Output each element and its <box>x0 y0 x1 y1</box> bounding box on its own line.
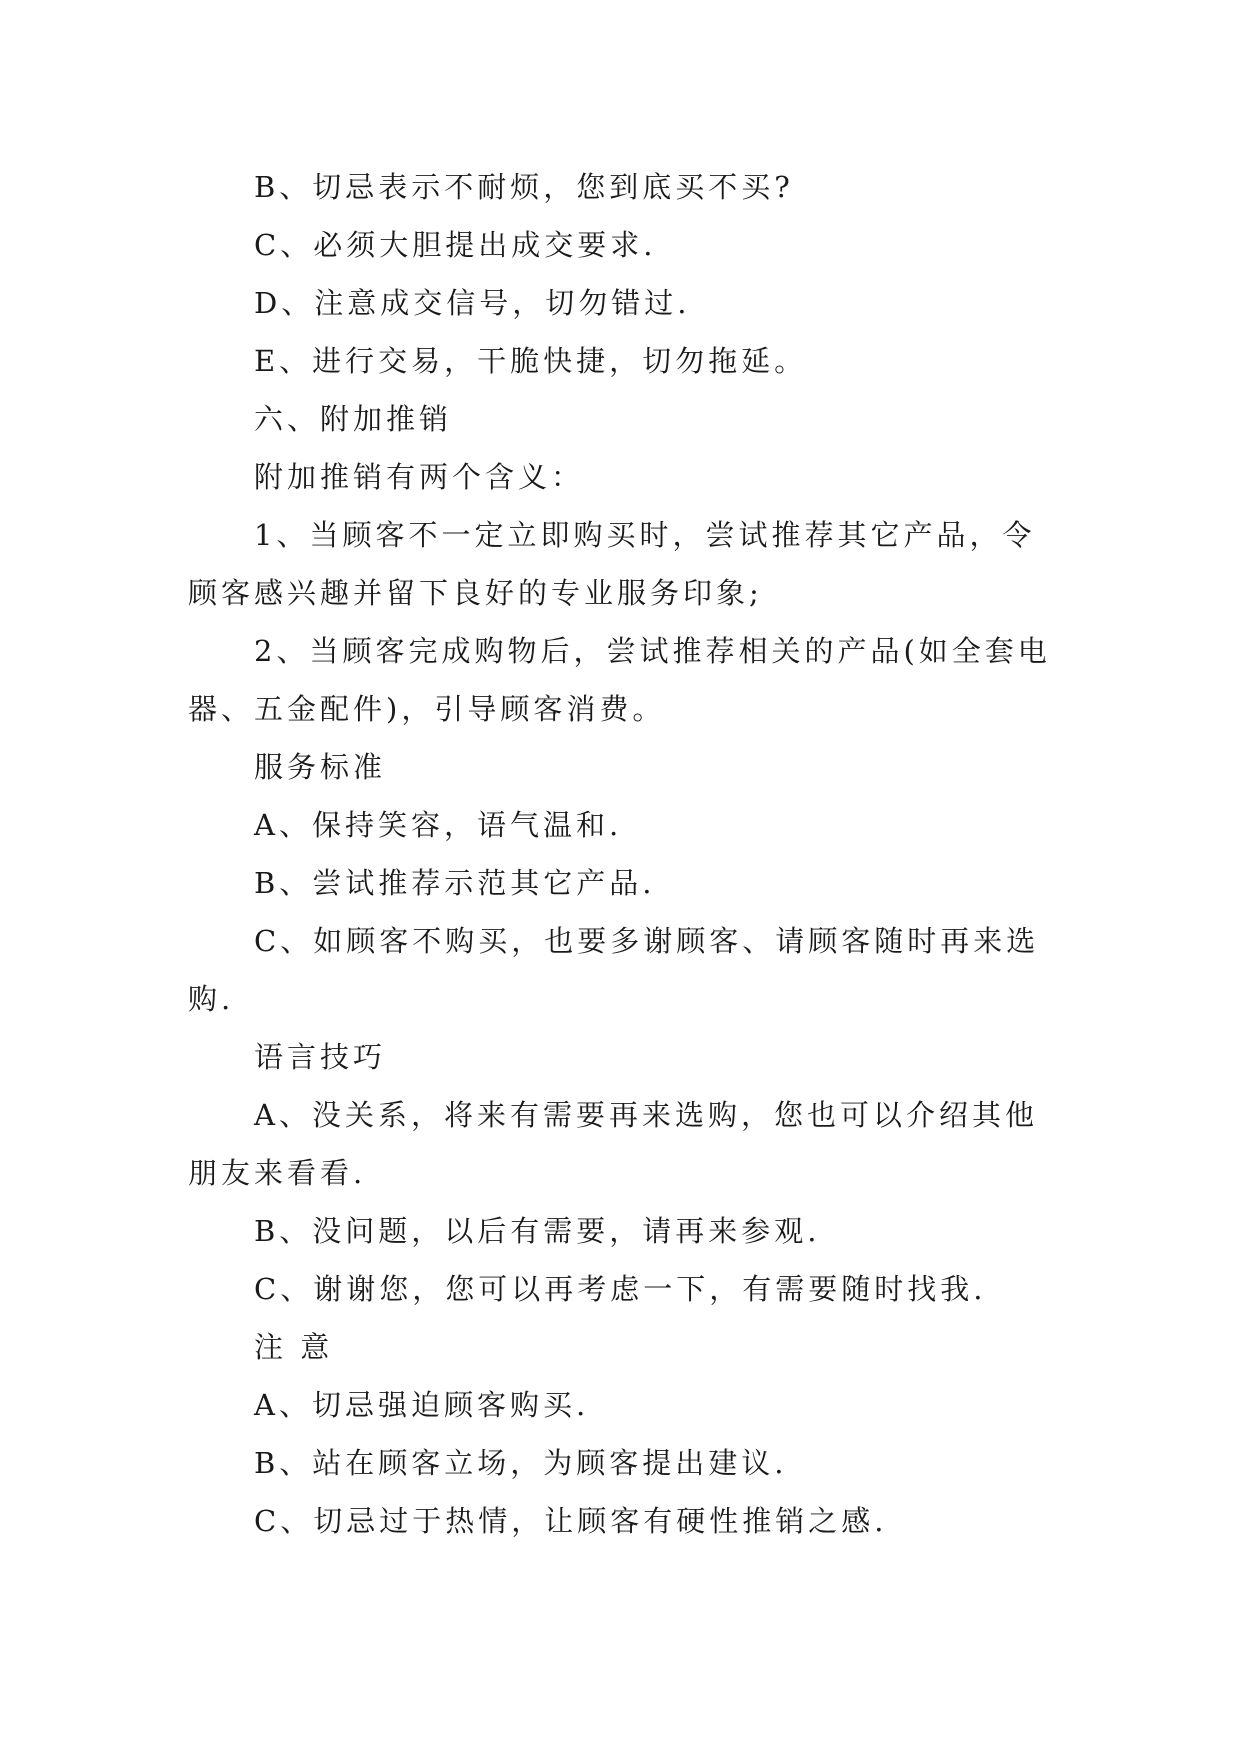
paragraph: 附加推销有两个含义： <box>254 460 585 494</box>
paragraph: A、保持笑容，语气温和. <box>254 808 623 842</box>
paragraph: C、必须大胆提出成交要求. <box>254 228 657 262</box>
subsection-heading: 语言技巧 <box>254 1040 387 1074</box>
paragraph: 2、当顾客完成购物后，尝试推荐相关的产品(如全套电器、五金配件)，引导顾客消费。 <box>188 634 1051 726</box>
paragraph: D、注意成交信号，切勿错过. <box>254 286 691 320</box>
section-heading: 六、附加推销 <box>254 402 453 436</box>
paragraph: B、切忌表示不耐烦，您到底买不买? <box>254 170 794 204</box>
subsection-heading: 注 意 <box>254 1330 334 1364</box>
paragraph: B、尝试推荐示范其它产品. <box>254 866 656 900</box>
subsection-heading: 服务标准 <box>254 750 387 784</box>
paragraph: C、切忌过于热情，让顾客有硬性推销之感. <box>254 1504 888 1538</box>
paragraph: E、进行交易，干脆快捷，切勿拖延。 <box>254 344 808 378</box>
paragraph: C、谢谢您，您可以再考虑一下，有需要随时找我. <box>254 1272 987 1306</box>
paragraph: A、切忌强迫顾客购买. <box>254 1388 590 1422</box>
paragraph: A、没关系，将来有需要再来选购，您也可以介绍其他朋友来看看. <box>188 1098 1038 1190</box>
document-body <box>188 158 1060 1550</box>
paragraph: B、没问题，以后有需要，请再来参观. <box>254 1214 821 1248</box>
paragraph: B、站在顾客立场，为顾客提出建议. <box>254 1446 788 1480</box>
paragraph: C、如顾客不购买，也要多谢顾客、请顾客随时再来选购. <box>188 924 1040 1016</box>
paragraph: 1、当顾客不一定立即购买时，尝试推荐其它产品，令顾客感兴趣并留下良好的专业服务印象; <box>188 518 1036 610</box>
